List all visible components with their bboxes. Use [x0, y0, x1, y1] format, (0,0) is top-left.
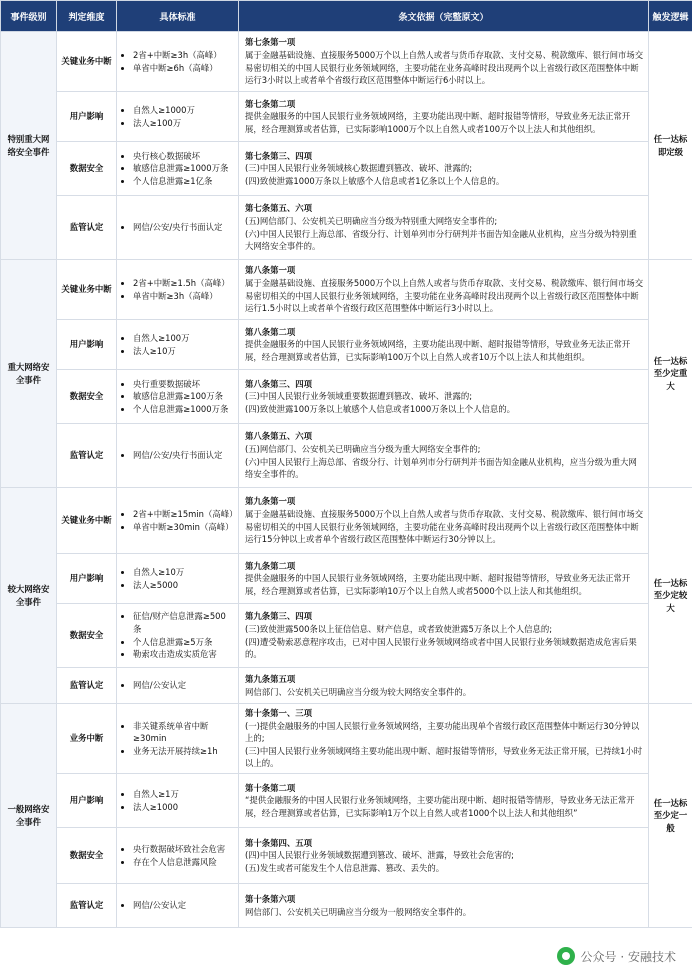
standard-item: • 自然人≥100万 — [133, 332, 234, 345]
standard-item: • 存在个人信息泄露风险 — [133, 856, 234, 869]
standard-cell — [117, 142, 239, 196]
event-level-cell: 重大网络安全事件 — [1, 260, 57, 488]
basis-article-title: 第八条第二项 — [245, 326, 296, 337]
basis-cell — [239, 554, 649, 604]
table-header-row — [1, 1, 692, 32]
basis-text: (一)提供金融服务的中国人民银行业务领域网络，主要功能出现单个省级行政区范围整体中断运行30分钟以上的; — [245, 720, 640, 744]
standard-item: • 网信/公安/央行书面认定 — [133, 221, 234, 234]
basis-text: “提供金融服务的中国人民银行业务领域网络，主要功能出现中断、超时报错等情形，导致业务无法正常开展，经合理测算或者估算，已实际影响1万个以上自然人或者1000个以上法人和其他组织” — [245, 795, 635, 818]
basis-cell — [239, 320, 649, 370]
standard-list — [123, 788, 234, 813]
standard-cell — [117, 320, 239, 370]
basis-text: (三)中国人民银行业务领域网络主要功能出现中断、超时报错等情形，导致业务无法正常开展，已持续1小时以上的。 — [245, 745, 643, 769]
basis-cell — [239, 142, 649, 196]
standard-list — [123, 49, 234, 74]
table-row — [1, 488, 692, 554]
header-dimension: 判定维度 — [57, 1, 117, 32]
standard-cell — [117, 196, 239, 260]
standard-item: • 法人≥5000 — [133, 579, 234, 592]
table-row — [1, 668, 692, 704]
basis-text: (三)中国人民银行业务领域重要数据遭到篡改、破坏、泄露的; — [245, 391, 473, 402]
basis-cell — [239, 488, 649, 554]
standard-item: • 单省中断≥3h（高峰） — [133, 290, 234, 303]
standard-cell — [117, 260, 239, 320]
wechat-icon — [557, 947, 575, 965]
standard-cell — [117, 704, 239, 774]
basis-text: (五)网信部门、公安机关已明确应当分级为特别重大网络安全事件的; — [245, 215, 498, 226]
trigger-logic-cell: 任一达标即定级 — [649, 32, 692, 260]
basis-text: 属于金融基础设施、直接服务5000万个以上自然人或者与货币存取款、支付交易、税款缴库、银行间市场交易密切相关的中国人民银行业务领域网络，主要功能在业务高峰时段出现两个以上省级行政区范围整体中断运行1.5小时以上或者单个省级行政区范围整体中断运行3小时以上。 — [245, 277, 644, 314]
dimension-cell: 数据安全 — [57, 828, 117, 884]
table-row — [1, 92, 692, 142]
basis-text: 提供金融服务的中国人民银行业务领域网络，主要功能出现中断、超时报错等情形，导致业务无法正常开展，经合理测算或者估算，已实际影响1000万个以上自然人或者100万个以上法人和其他组织。 — [245, 111, 631, 134]
dimension-cell: 关键业务中断 — [57, 260, 117, 320]
standard-item: • 网信/公安认定 — [133, 899, 234, 912]
dimension-cell: 关键业务中断 — [57, 32, 117, 92]
basis-text: 提供金融服务的中国人民银行业务领域网络，主要功能出现中断、超时报错等情形，导致业务无法正常开展，经合理测算或者估算，已实际影响10万个以上自然人或者5000个以上法人和其他组织。 — [245, 573, 631, 596]
dimension-cell: 关键业务中断 — [57, 488, 117, 554]
standard-item: • 个人信息泄露≥1亿条 — [133, 175, 234, 188]
basis-text: (四)遭受勒索恶意程序攻击，已对中国人民银行业务领域网络或者中国人民银行业务领域数据造成危害后果的。 — [245, 636, 637, 660]
standard-list — [123, 610, 234, 660]
standard-cell — [117, 424, 239, 488]
standard-item: • 敏感信息泄露≥1000万条 — [133, 162, 234, 175]
standard-item: • 个人信息泄露≥5万条 — [133, 636, 234, 649]
standard-cell — [117, 32, 239, 92]
basis-text: 网信部门、公安机关已明确应当分级为较大网络安全事件的。 — [245, 686, 472, 697]
basis-cell — [239, 424, 649, 488]
basis-cell — [239, 92, 649, 142]
standard-item: • 征信/财产信息泄露≥500条 — [133, 610, 234, 635]
standard-item: • 个人信息泄露≥1000万条 — [133, 403, 234, 416]
table-row — [1, 142, 692, 196]
basis-cell — [239, 260, 649, 320]
basis-cell — [239, 32, 649, 92]
dimension-cell: 监管认定 — [57, 424, 117, 488]
standard-item: • 法人≥100万 — [133, 117, 234, 130]
standard-item: • 业务无法开展持续≥1h — [133, 745, 234, 758]
basis-article-title: 第九条第三、四项 — [245, 611, 312, 622]
basis-article-title: 第十条第六项 — [245, 893, 296, 904]
event-level-cell: 较大网络安全事件 — [1, 488, 57, 704]
basis-text: (四)致使泄露100万条以上敏感个人信息或者1000万条以上个人信息的。 — [245, 403, 515, 414]
basis-cell — [239, 774, 649, 828]
standard-item: • 自然人≥1万 — [133, 788, 234, 801]
standard-list — [123, 508, 238, 533]
standard-item: • 勒索攻击造成实质危害 — [133, 648, 234, 661]
standard-item: • 2省+中断≥1.5h（高峰） — [133, 277, 234, 290]
basis-text: (三)中国人民银行业务领域核心数据遭到篡改、破坏、泄露的; — [245, 163, 473, 174]
watermark — [551, 945, 682, 967]
basis-article-title: 第七条第五、六项 — [245, 203, 312, 214]
header-trigger-logic: 触发逻辑 — [649, 1, 692, 32]
basis-text: (六)中国人民银行上海总部、省级分行、计划单列市分行研判并书面告知金融从业机构，应当分级为特别重大网络安全事件的。 — [245, 228, 637, 252]
standard-item: • 非关键系统单省中断≥30min — [133, 720, 234, 745]
dimension-cell: 监管认定 — [57, 668, 117, 704]
dimension-cell: 用户影响 — [57, 774, 117, 828]
basis-article-title: 第八条第五、六项 — [245, 431, 312, 442]
dimension-cell: 用户影响 — [57, 92, 117, 142]
basis-article-title: 第七条第二项 — [245, 98, 296, 109]
standard-item: • 单省中断≥30min（高峰） — [133, 521, 234, 534]
basis-cell — [239, 370, 649, 424]
standard-list — [123, 332, 234, 357]
basis-text: (五)网信部门、公安机关已明确应当分级为重大网络安全事件的; — [245, 443, 481, 454]
standard-cell — [117, 884, 239, 928]
table-row — [1, 554, 692, 604]
standard-item: • 自然人≥1000万 — [133, 104, 234, 117]
dimension-cell: 数据安全 — [57, 142, 117, 196]
dimension-cell: 用户影响 — [57, 320, 117, 370]
basis-article-title: 第九条第一项 — [245, 496, 296, 507]
basis-article-title: 第七条第一项 — [245, 37, 296, 48]
standard-cell — [117, 554, 239, 604]
basis-text: (三)致使泄露500条以上征信信息、财产信息，或者致使泄露5万条以上个人信息的; — [245, 623, 553, 634]
standard-cell — [117, 774, 239, 828]
standard-item: • 法人≥10万 — [133, 345, 234, 358]
standard-item: • 敏感信息泄露≥100万条 — [133, 390, 234, 403]
basis-text: (六)中国人民银行上海总部、省级分行、计划单列市分行研判并书面告知金融从业机构，应当分级为重大网络安全事件的。 — [245, 456, 637, 480]
basis-cell — [239, 704, 649, 774]
basis-article-title: 第九条第二项 — [245, 560, 296, 571]
basis-text: (四)中国人民银行业务领域数据遭到篡改、破坏、泄露，导致社会危害的; — [245, 850, 514, 861]
basis-article-title: 第七条第三、四项 — [245, 150, 312, 161]
standard-item: • 央行核心数据破坏 — [133, 150, 234, 163]
standard-item: • 2省+中断≥3h（高峰） — [133, 49, 234, 62]
standard-list — [123, 104, 234, 129]
table-row — [1, 774, 692, 828]
basis-cell — [239, 196, 649, 260]
dimension-cell: 监管认定 — [57, 196, 117, 260]
basis-article-title: 第八条第三、四项 — [245, 378, 312, 389]
basis-cell — [239, 884, 649, 928]
table-row — [1, 828, 692, 884]
standard-item: • 网信/公安/央行书面认定 — [133, 449, 234, 462]
dimension-cell: 用户影响 — [57, 554, 117, 604]
basis-text: (四)致使泄露1000万条以上敏感个人信息或者1亿条以上个人信息的。 — [245, 175, 505, 186]
basis-article-title: 第十条第二项 — [245, 782, 296, 793]
standard-item: • 法人≥1000 — [133, 801, 234, 814]
header-basis: 条文依据（完整原文） — [239, 1, 649, 32]
basis-cell — [239, 604, 649, 668]
standard-cell — [117, 488, 239, 554]
standard-list — [123, 899, 234, 912]
standard-item: • 2省+中断≥15min（高峰） — [133, 508, 234, 521]
standard-list — [123, 679, 234, 692]
standard-list — [123, 150, 234, 188]
dimension-cell: 数据安全 — [57, 370, 117, 424]
basis-text: 网信部门、公安机关已明确应当分级为一般网络安全事件的。 — [245, 906, 472, 917]
basis-cell — [239, 668, 649, 704]
table-row — [1, 424, 692, 488]
standard-list — [123, 566, 234, 591]
basis-text: 属于金融基础设施、直接服务5000万个以上自然人或者与货币存取款、支付交易、税款缴库、银行间市场交易密切相关的中国人民银行业务领域网络，主要功能在业务高峰时段出现两个以上省级行政区范围整体中断运行3小时以上或者单个省级行政区范围整体中断运行6小时以上。 — [245, 49, 644, 86]
standard-cell — [117, 604, 239, 668]
table-row — [1, 32, 692, 92]
standard-list — [123, 720, 234, 758]
standard-list — [123, 378, 234, 416]
basis-cell — [239, 828, 649, 884]
basis-article-title: 第八条第一项 — [245, 265, 296, 276]
table-row — [1, 704, 692, 774]
basis-text: 属于金融基础设施、直接服务5000万个以上自然人或者与货币存取款、支付交易、税款缴库、银行间市场交易密切相关的中国人民银行业务领域网络，主要功能在业务高峰时段出现两个以上省级行政区范围整体中断运行15分钟以上或者单个省级行政区范围整体中断运行30分钟以上。 — [245, 508, 644, 545]
basis-article-title: 第十条第四、五项 — [245, 837, 312, 848]
dimension-cell: 业务中断 — [57, 704, 117, 774]
watermark-text: 公众号 · 安融技术 — [580, 949, 676, 964]
basis-text: (五)发生或者可能发生个人信息泄露、篡改、丢失的。 — [245, 862, 445, 873]
standard-list — [123, 449, 234, 462]
table-row — [1, 260, 692, 320]
standard-item: • 央行重要数据破坏 — [133, 378, 234, 391]
standard-cell — [117, 668, 239, 704]
table-row — [1, 370, 692, 424]
standard-item: • 单省中断≥6h（高峰） — [133, 62, 234, 75]
standard-list — [123, 221, 234, 234]
standard-item: • 央行数据破坏致社会危害 — [133, 843, 234, 856]
event-level-cell: 特别重大网络安全事件 — [1, 32, 57, 260]
standard-list — [123, 843, 234, 868]
trigger-logic-cell: 任一达标至少定较大 — [649, 488, 692, 704]
dimension-cell: 监管认定 — [57, 884, 117, 928]
standard-item: • 网信/公安认定 — [133, 679, 234, 692]
table-row — [1, 196, 692, 260]
trigger-logic-cell: 任一达标至少定重大 — [649, 260, 692, 488]
standard-cell — [117, 370, 239, 424]
trigger-logic-cell: 任一达标至少定一般 — [649, 704, 692, 928]
event-level-cell: 一般网络安全事件 — [1, 704, 57, 928]
table-row — [1, 604, 692, 668]
standard-cell — [117, 92, 239, 142]
dimension-cell: 数据安全 — [57, 604, 117, 668]
table-body — [1, 32, 692, 928]
header-event-level: 事件级别 — [1, 1, 57, 32]
header-standard: 具体标准 — [117, 1, 239, 32]
basis-article-title: 第九条第五项 — [245, 673, 296, 684]
standard-list — [123, 277, 234, 302]
standard-item: • 自然人≥10万 — [133, 566, 234, 579]
basis-article-title: 第十条第一、三项 — [245, 708, 312, 719]
table-row — [1, 320, 692, 370]
basis-text: 提供金融服务的中国人民银行业务领域网络，主要功能出现中断、超时报错等情形，导致业务无法正常开展，经合理测算或者估算，已实际影响100万个以上自然人或者10万个以上法人和其他组织。 — [245, 339, 631, 362]
standard-cell — [117, 828, 239, 884]
table-row — [1, 884, 692, 928]
